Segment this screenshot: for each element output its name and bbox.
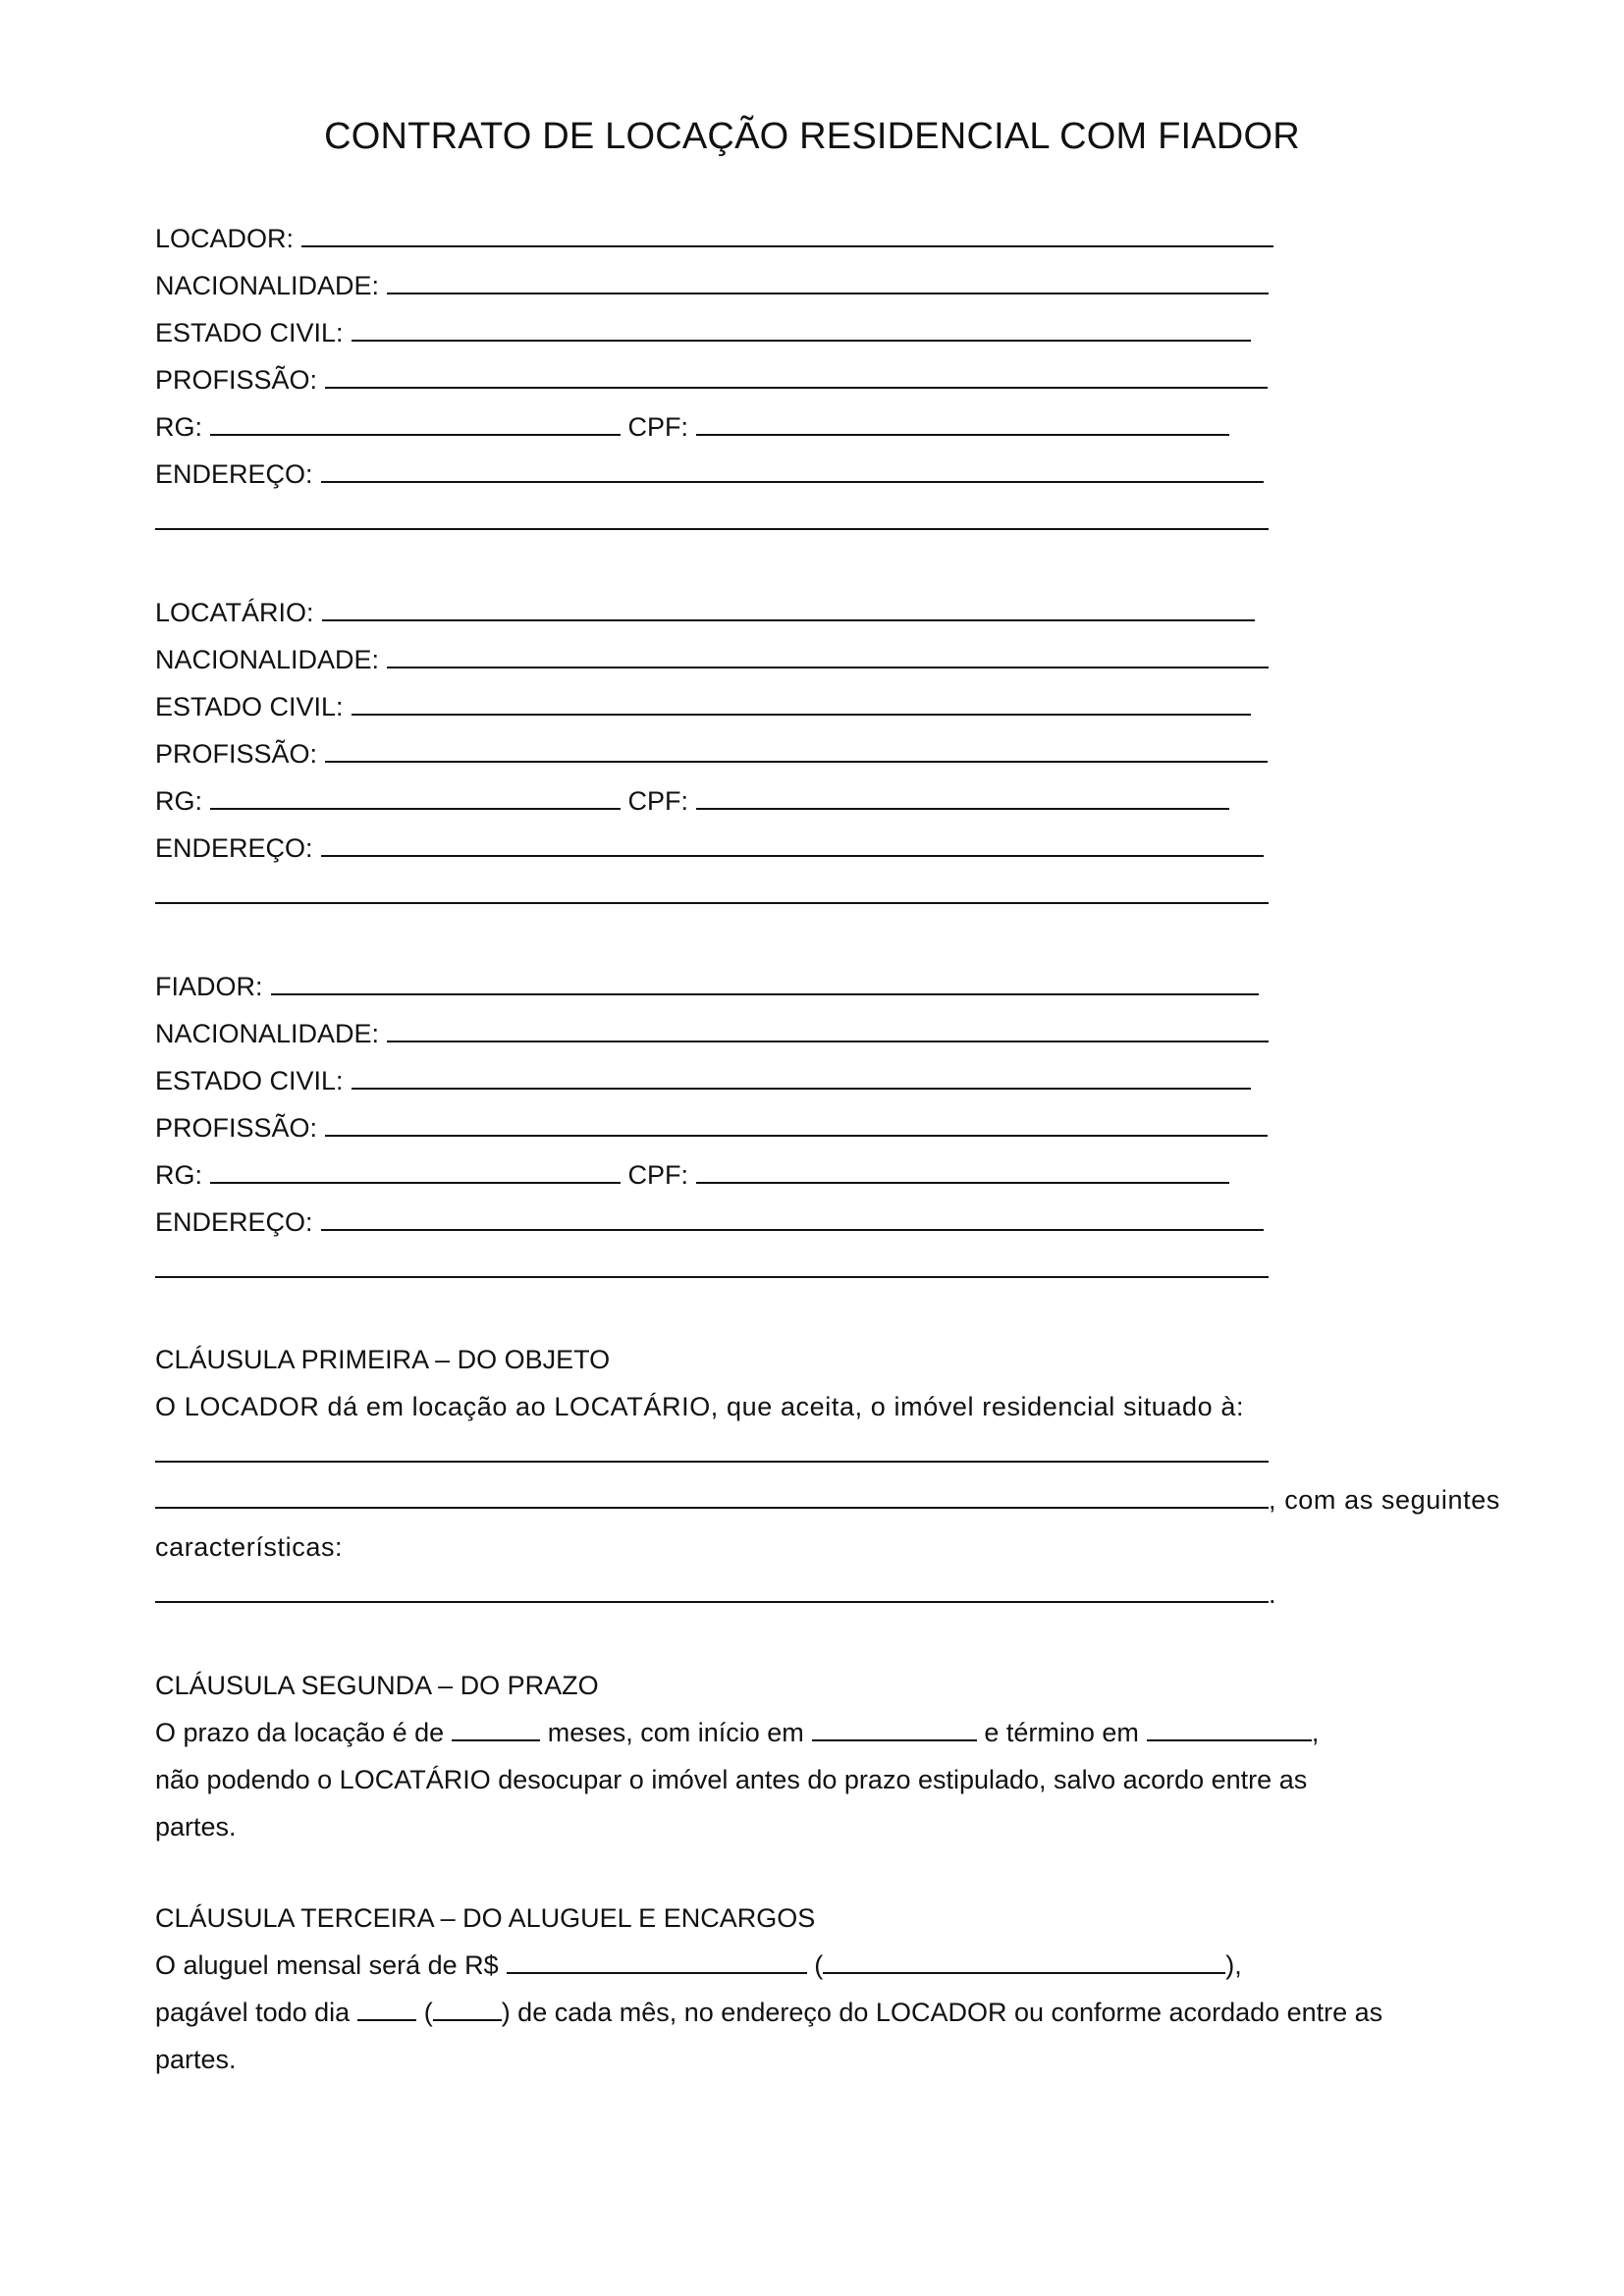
clausula-segunda-line-3: partes. <box>155 1812 237 1842</box>
locatario-endereco-line <box>155 831 1264 865</box>
aluguel-extenso-blank[interactable] <box>823 1950 1225 1974</box>
locador-rg-cpf-line <box>155 410 1229 444</box>
prazo-meses-blank[interactable] <box>452 1718 540 1741</box>
locador-endereco-blank-2[interactable] <box>155 507 1269 530</box>
clausula-segunda-line-1 <box>155 1716 1319 1749</box>
locador-rg-blank[interactable] <box>210 412 621 436</box>
open-paren: ( <box>814 1950 824 1980</box>
pagavel-text: pagável todo dia <box>155 1998 351 2027</box>
dia-pagamento-blank[interactable] <box>357 1998 416 2021</box>
locatario-rg-blank[interactable] <box>210 786 621 810</box>
rg-label: RG: <box>155 412 203 442</box>
fiador-estado-civil-blank[interactable] <box>352 1066 1251 1090</box>
nacionalidade-label: NACIONALIDADE: <box>155 271 380 300</box>
fiador-cpf-blank[interactable] <box>696 1160 1229 1184</box>
locatario-name-line <box>155 596 1255 629</box>
seguintes-text: , com as seguintes <box>1269 1485 1500 1515</box>
locador-nacionalidade-line <box>155 269 1269 302</box>
fiador-rg-blank[interactable] <box>210 1160 621 1184</box>
locador-name-line <box>155 222 1273 255</box>
locador-profissao-line <box>155 363 1268 397</box>
aluguel-valor-blank[interactable] <box>507 1950 807 1974</box>
profissao-label: PROFISSÃO: <box>155 365 318 395</box>
rg-label: RG: <box>155 786 203 816</box>
locatario-endereco-blank[interactable] <box>321 833 1264 857</box>
close-paren: ), <box>1225 1950 1242 1980</box>
nacionalidade-label: NACIONALIDADE: <box>155 645 380 674</box>
fiador-endereco-blank[interactable] <box>321 1207 1264 1231</box>
clausula-primeira-text: O LOCADOR dá em locação ao LOCATÁRIO, que aceita, o imóvel residencial situado à: <box>155 1392 1245 1421</box>
locatario-name-blank[interactable] <box>322 598 1255 621</box>
clausula-primeira-address-line-1 <box>155 1437 1269 1470</box>
locatario-endereco-blank-2[interactable] <box>155 881 1269 904</box>
fiador-estado-civil-line <box>155 1064 1251 1097</box>
endereco-label: ENDEREÇO: <box>155 1207 313 1237</box>
profissao-label: PROFISSÃO: <box>155 1113 318 1143</box>
fiador-label: FIADOR: <box>155 972 263 1001</box>
rg-label: RG: <box>155 1160 203 1190</box>
locatario-profissao-blank[interactable] <box>325 739 1268 763</box>
estado-civil-label: ESTADO CIVIL: <box>155 318 344 347</box>
clausula-terceira-line-1 <box>155 1949 1242 1982</box>
comma: , <box>1311 1718 1320 1747</box>
estado-civil-label: ESTADO CIVIL: <box>155 692 344 721</box>
locador-label: LOCADOR: <box>155 224 295 253</box>
document-title: CONTRATO DE LOCAÇÃO RESIDENCIAL COM FIADOR <box>324 116 1300 157</box>
fiador-endereco-blank-2[interactable] <box>155 1255 1269 1278</box>
locador-endereco-line <box>155 457 1264 491</box>
clausula-primeira-heading: CLÁUSULA PRIMEIRA – DO OBJETO <box>155 1345 611 1374</box>
nacionalidade-label: NACIONALIDADE: <box>155 1019 380 1048</box>
open-paren: ( <box>423 1998 433 2027</box>
clausula-terceira-heading: CLÁUSULA TERCEIRA – DO ALUGUEL E ENCARGOS <box>155 1903 816 1933</box>
aluguel-text: O aluguel mensal será de R$ <box>155 1950 499 1980</box>
locatario-estado-civil-line <box>155 690 1251 723</box>
dia-extenso-blank[interactable] <box>433 1998 502 2021</box>
locador-endereco-blank[interactable] <box>321 459 1264 483</box>
locatario-label: LOCATÁRIO: <box>155 598 314 627</box>
termino-text: e término em <box>984 1718 1139 1747</box>
clausula-terceira-line-2 <box>155 1996 1382 2029</box>
prazo-text: O prazo da locação é de <box>155 1718 445 1747</box>
imovel-address-blank-2[interactable] <box>155 1485 1269 1509</box>
imovel-address-blank-1[interactable] <box>155 1439 1269 1463</box>
fiador-name-line <box>155 970 1259 1003</box>
fiador-nacionalidade-blank[interactable] <box>387 1019 1269 1042</box>
estado-civil-label: ESTADO CIVIL: <box>155 1066 344 1095</box>
locatario-rg-cpf-line <box>155 784 1229 818</box>
fiador-name-blank[interactable] <box>271 972 1259 995</box>
caracteristicas-end: . <box>1269 1579 1276 1609</box>
clausula-primeira-address-line-2 <box>155 1483 1500 1517</box>
cpf-label: CPF: <box>627 412 689 442</box>
caracteristicas-line <box>155 1577 1276 1611</box>
pagamento-local-text: ) de cada mês, no endereço do LOCADOR ou conforme acordado entre as <box>501 1998 1383 2027</box>
locatario-estado-civil-blank[interactable] <box>352 692 1251 716</box>
locador-estado-civil-line <box>155 316 1251 349</box>
locatario-cpf-blank[interactable] <box>696 786 1229 810</box>
locatario-nacionalidade-line <box>155 643 1269 676</box>
data-inicio-blank[interactable] <box>812 1718 977 1741</box>
locador-nacionalidade-blank[interactable] <box>387 271 1269 294</box>
locatario-nacionalidade-blank[interactable] <box>387 645 1269 668</box>
locatario-profissao-line <box>155 737 1268 771</box>
fiador-rg-cpf-line <box>155 1158 1229 1192</box>
clausula-segunda-line-2: não podendo o LOCATÁRIO desocupar o imóvel antes do prazo estipulado, salvo acordo entre as <box>155 1765 1308 1794</box>
cpf-label: CPF: <box>627 1160 689 1190</box>
clausula-segunda-heading: CLÁUSULA SEGUNDA – DO PRAZO <box>155 1671 599 1700</box>
locador-endereco-line-2 <box>155 505 1269 538</box>
locador-name-blank[interactable] <box>301 224 1273 247</box>
caracteristicas-blank[interactable] <box>155 1579 1269 1603</box>
inicio-text: meses, com início em <box>547 1718 804 1747</box>
data-termino-blank[interactable] <box>1147 1718 1312 1741</box>
fiador-profissao-line <box>155 1111 1268 1145</box>
clausula-terceira-line-3: partes. <box>155 2045 237 2074</box>
locador-cpf-blank[interactable] <box>696 412 1229 436</box>
cpf-label: CPF: <box>627 786 689 816</box>
endereco-label: ENDEREÇO: <box>155 459 313 489</box>
fiador-nacionalidade-line <box>155 1017 1269 1050</box>
locador-estado-civil-blank[interactable] <box>352 318 1251 342</box>
locador-profissao-blank[interactable] <box>325 365 1268 389</box>
caracteristicas-label: características: <box>155 1532 344 1562</box>
fiador-profissao-blank[interactable] <box>325 1113 1268 1137</box>
locatario-endereco-line-2 <box>155 879 1269 912</box>
fiador-endereco-line-2 <box>155 1253 1269 1286</box>
fiador-endereco-line <box>155 1205 1264 1239</box>
profissao-label: PROFISSÃO: <box>155 739 318 769</box>
endereco-label: ENDEREÇO: <box>155 833 313 863</box>
